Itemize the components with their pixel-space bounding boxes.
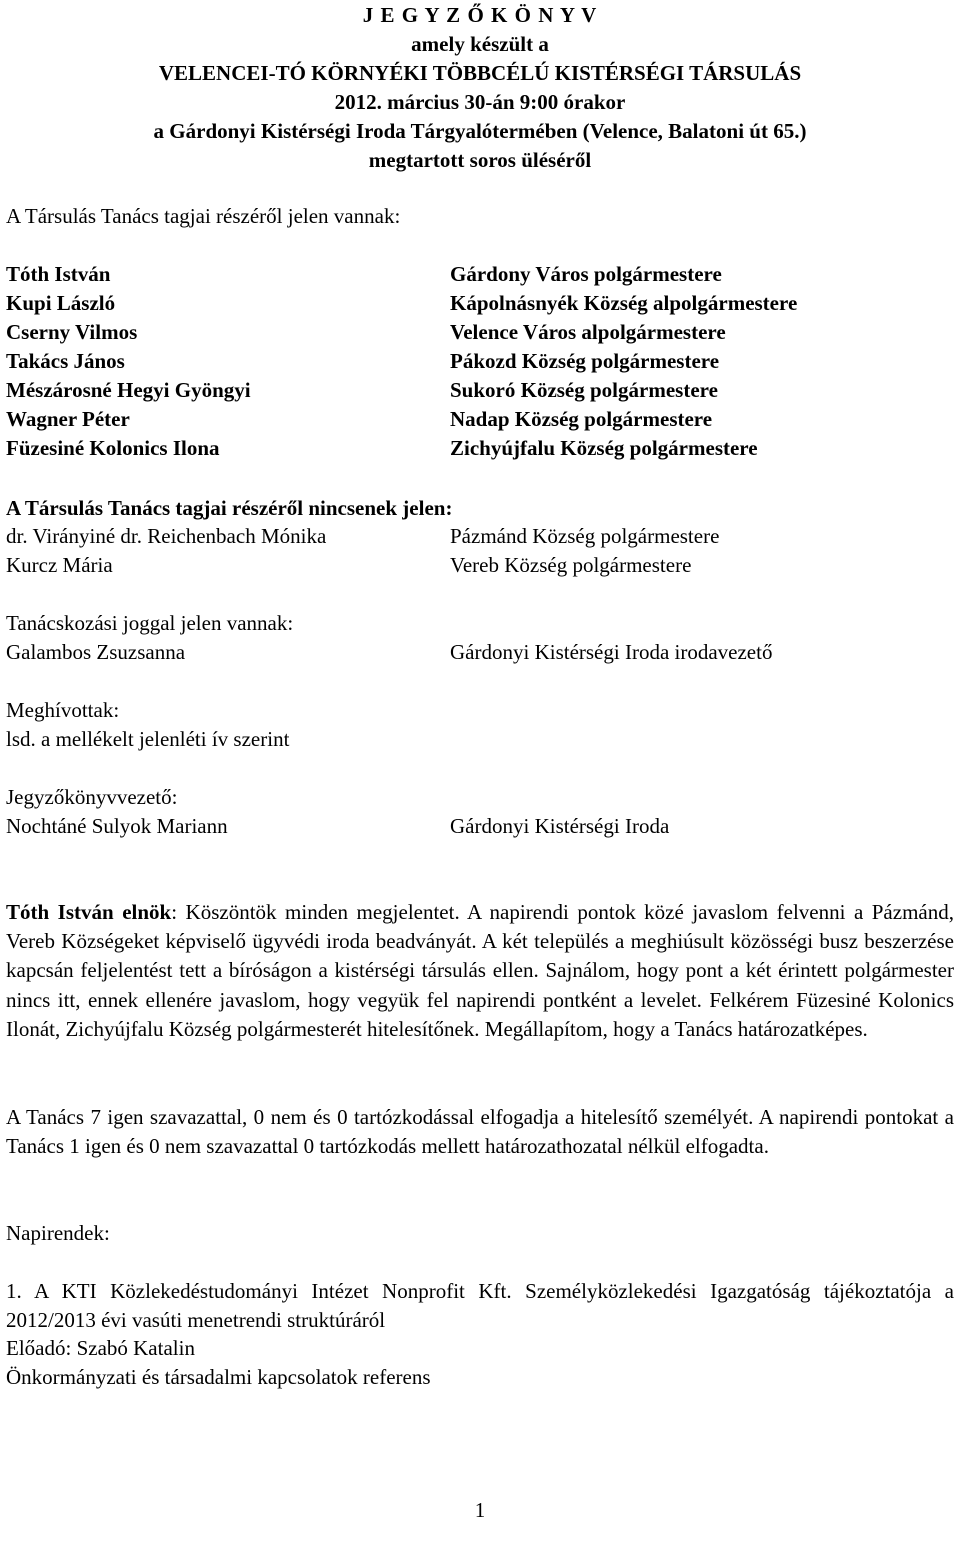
- present-member-name: Füzesiné Kolonics Ilona: [6, 436, 220, 460]
- advisory-role: Gárdonyi Kistérségi Iroda irodavezető: [450, 640, 773, 664]
- absent-member-role: Vereb Község polgármestere: [450, 553, 692, 577]
- present-member-name: Kupi László: [6, 291, 116, 315]
- recorder-name: Nochtáné Sulyok Mariann: [6, 814, 228, 838]
- advisory-heading: Tanácskozási joggal jelen vannak:: [6, 611, 294, 635]
- absent-member-name: Kurcz Mária: [6, 553, 113, 577]
- document-title: J E G Y Z Ő K Ö N Y V: [362, 3, 598, 27]
- header-date: 2012. március 30-án 9:00 órakor: [334, 90, 626, 114]
- advisory-name: Galambos Zsuzsanna: [6, 640, 186, 664]
- recorder-role: Gárdonyi Kistérségi Iroda: [450, 814, 670, 838]
- absent-member-name: dr. Virányiné dr. Reichenbach Mónika: [6, 524, 327, 548]
- present-member-role: Nadap Község polgármestere: [450, 407, 713, 431]
- present-member-name: Wagner Péter: [6, 407, 130, 431]
- opening-speech: [6, 898, 954, 1044]
- absent-heading: A Társulás Tanács tagjai részéről nincsenek jelen:: [6, 496, 453, 520]
- header-location: a Gárdonyi Kistérségi Iroda Tárgyalótermében (Velence, Balatoni út 65.): [153, 119, 807, 143]
- header-session: megtartott soros üléséről: [368, 148, 592, 172]
- present-member-role: Pákozd Község polgármestere: [450, 349, 720, 373]
- present-member-role: Velence Város alpolgármestere: [450, 320, 726, 344]
- present-heading: A Társulás Tanács tagjai részéről jelen vannak:: [6, 204, 401, 228]
- present-member-role: Gárdony Város polgármestere: [450, 262, 722, 286]
- agenda-presenter-role: Önkormányzati és társadalmi kapcsolatok referens: [6, 1365, 431, 1389]
- header-organization: VELENCEI-TÓ KÖRNYÉKI TÖBBCÉLÚ KISTÉRSÉGI TÁRSULÁS: [158, 61, 802, 85]
- invited-heading: Meghívottak:: [6, 698, 120, 722]
- present-member-role: Kápolnásnyék Község alpolgármestere: [450, 291, 798, 315]
- page-number: 1: [474, 1498, 486, 1522]
- invited-text: lsd. a mellékelt jelenléti ív szerint: [6, 727, 290, 751]
- header-line-2: amely készült a: [411, 32, 549, 56]
- agenda-item: 1. A KTI Közlekedéstudományi Intézet Nonprofit Kft. Személyközlekedési Igazgatóság tájékoztatója a 2012/2013 évi vasúti menetrendi struktúráról: [6, 1279, 954, 1333]
- agenda-presenter: Előadó: Szabó Katalin: [6, 1336, 195, 1360]
- speaker-name: Tóth István elnök: [6, 900, 172, 924]
- agenda-heading: Napirendek:: [6, 1221, 110, 1245]
- recorder-heading: Jegyzőkönyvvezető:: [6, 785, 178, 809]
- absent-member-role: Pázmánd Község polgármestere: [450, 524, 720, 548]
- vote-result: A Tanács 7 igen szavazattal, 0 nem és 0 tartózkodással elfogadja a hitelesítő személyét. A napirendi pontokat a Tanács 1 igen és 0 nem szavazattal 0 tartózkodás mellett határozathozatal nélkül elfogadta.: [6, 1105, 954, 1159]
- present-member-name: Takács János: [6, 349, 125, 373]
- speech-text: : Köszöntök minden megjelentet. A napirendi pontok közé javaslom felvenni a Pázmánd, Vereb Községeket képviselő ügyvédi iroda beadványát. A két település a meghiúsult közösségi busz beszerzése kapcsán feljelentést tett a bíróságon a kistérségi társulás ellen. Sajnálom, hogy pont a két érintett polgármester nincs itt, ennek ellenére javaslom, hogy vegyük fel napirendi pontként a levelet. Felkérem Füzesiné Kolonics Ilonát, Zichyújfalu Község polgármesterét hitelesítőnek. Megállapítom, hogy a Tanács határozatképes.: [6, 900, 954, 1041]
- present-member-name: Tóth István: [6, 262, 111, 286]
- present-member-name: Mészárosné Hegyi Gyöngyi: [6, 378, 251, 402]
- present-member-role: Zichyújfalu Község polgármestere: [450, 436, 758, 460]
- present-member-name: Cserny Vilmos: [6, 320, 138, 344]
- present-member-role: Sukoró Község polgármestere: [450, 378, 718, 402]
